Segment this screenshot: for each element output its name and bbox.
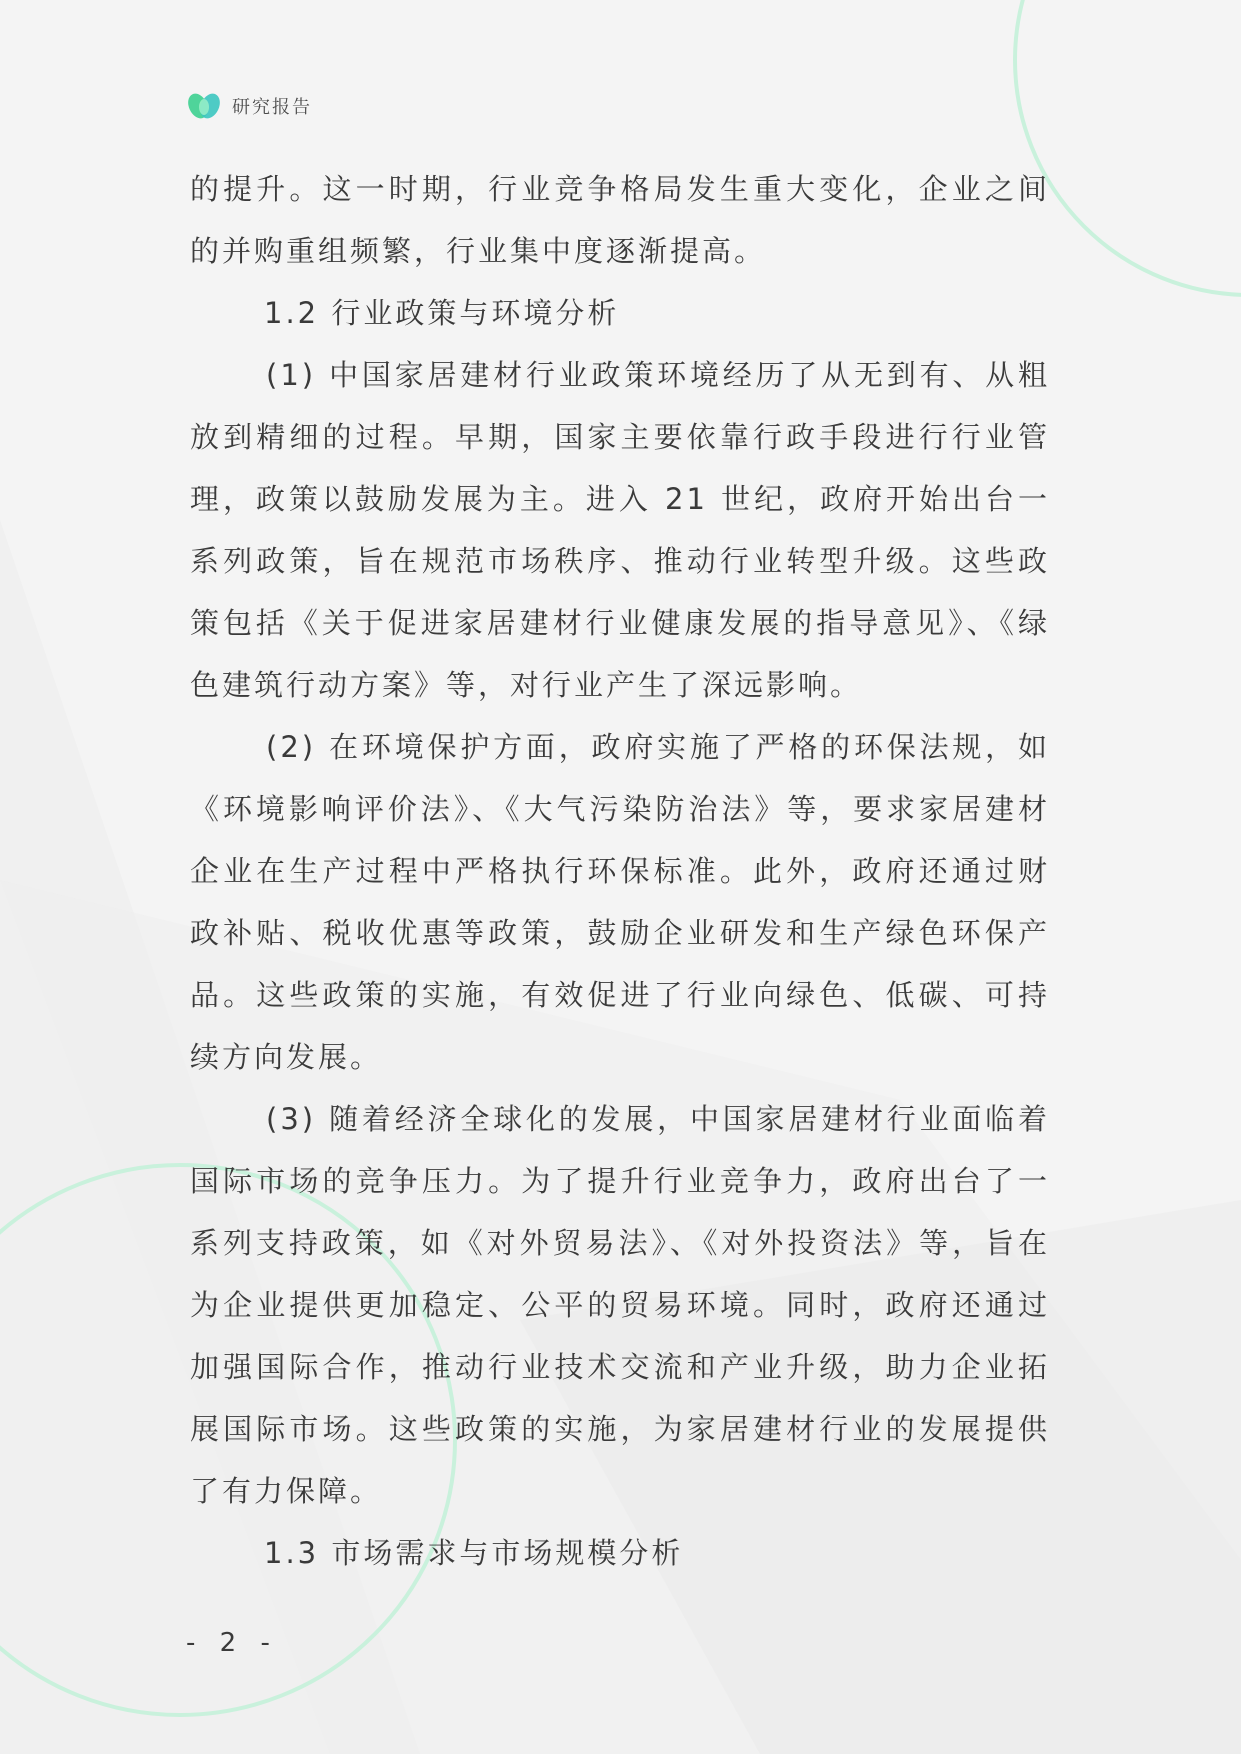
section-heading-1-2: 1.2 行业政策与环境分析 (264, 296, 620, 330)
section-heading-1-3: 1.3 市场需求与市场规模分析 (264, 1536, 684, 1570)
paragraph-policy-1: (1) 中国家居建材行业政策环境经历了从无到有、从粗放到精细的过程。早期，国家主要依靠行政手段进行行业管理，政策以鼓励发展为主。进入 21 世纪，政府开始出台一系列政策，旨在规范市场秩序、推动行业转型升级。这些政策包括《关于促进家居建材行业健康发展的指导意见》、《绿色建筑行动方案》等，对行业产生了深远影响。 (190, 358, 1050, 702)
report-body (190, 158, 1050, 1584)
brand-logo-icon (186, 90, 222, 122)
report-header (186, 88, 312, 124)
page-number: - 2 - (186, 1628, 278, 1658)
paragraph-policy-2: (2) 在环境保护方面，政府实施了严格的环保法规，如《环境影响评价法》、《大气污染防治法》等，要求家居建材企业在生产过程中严格执行环保标准。此外，政府还通过财政补贴、税收优惠等政策，鼓励企业研发和生产绿色环保产品。这些政策的实施，有效促进了行业向绿色、低碳、可持续方向发展。 (190, 730, 1050, 1074)
paragraph-policy-3: (3) 随着经济全球化的发展，中国家居建材行业面临着国际市场的竞争压力。为了提升行业竞争力，政府出台了一系列支持政策，如《对外贸易法》、《对外投资法》等，旨在为企业提供更加稳定、公平的贸易环境。同时，政府还通过加强国际合作，推动行业技术交流和产业升级，助力企业拓展国际市场。这些政策的实施，为家居建材行业的发展提供了有力保障。 (190, 1102, 1050, 1508)
paragraph-continued: 的提升。这一时期，行业竞争格局发生重大变化，企业之间的并购重组频繁，行业集中度逐渐提高。 (190, 172, 1050, 268)
header-title: 研究报告 (232, 97, 312, 118)
